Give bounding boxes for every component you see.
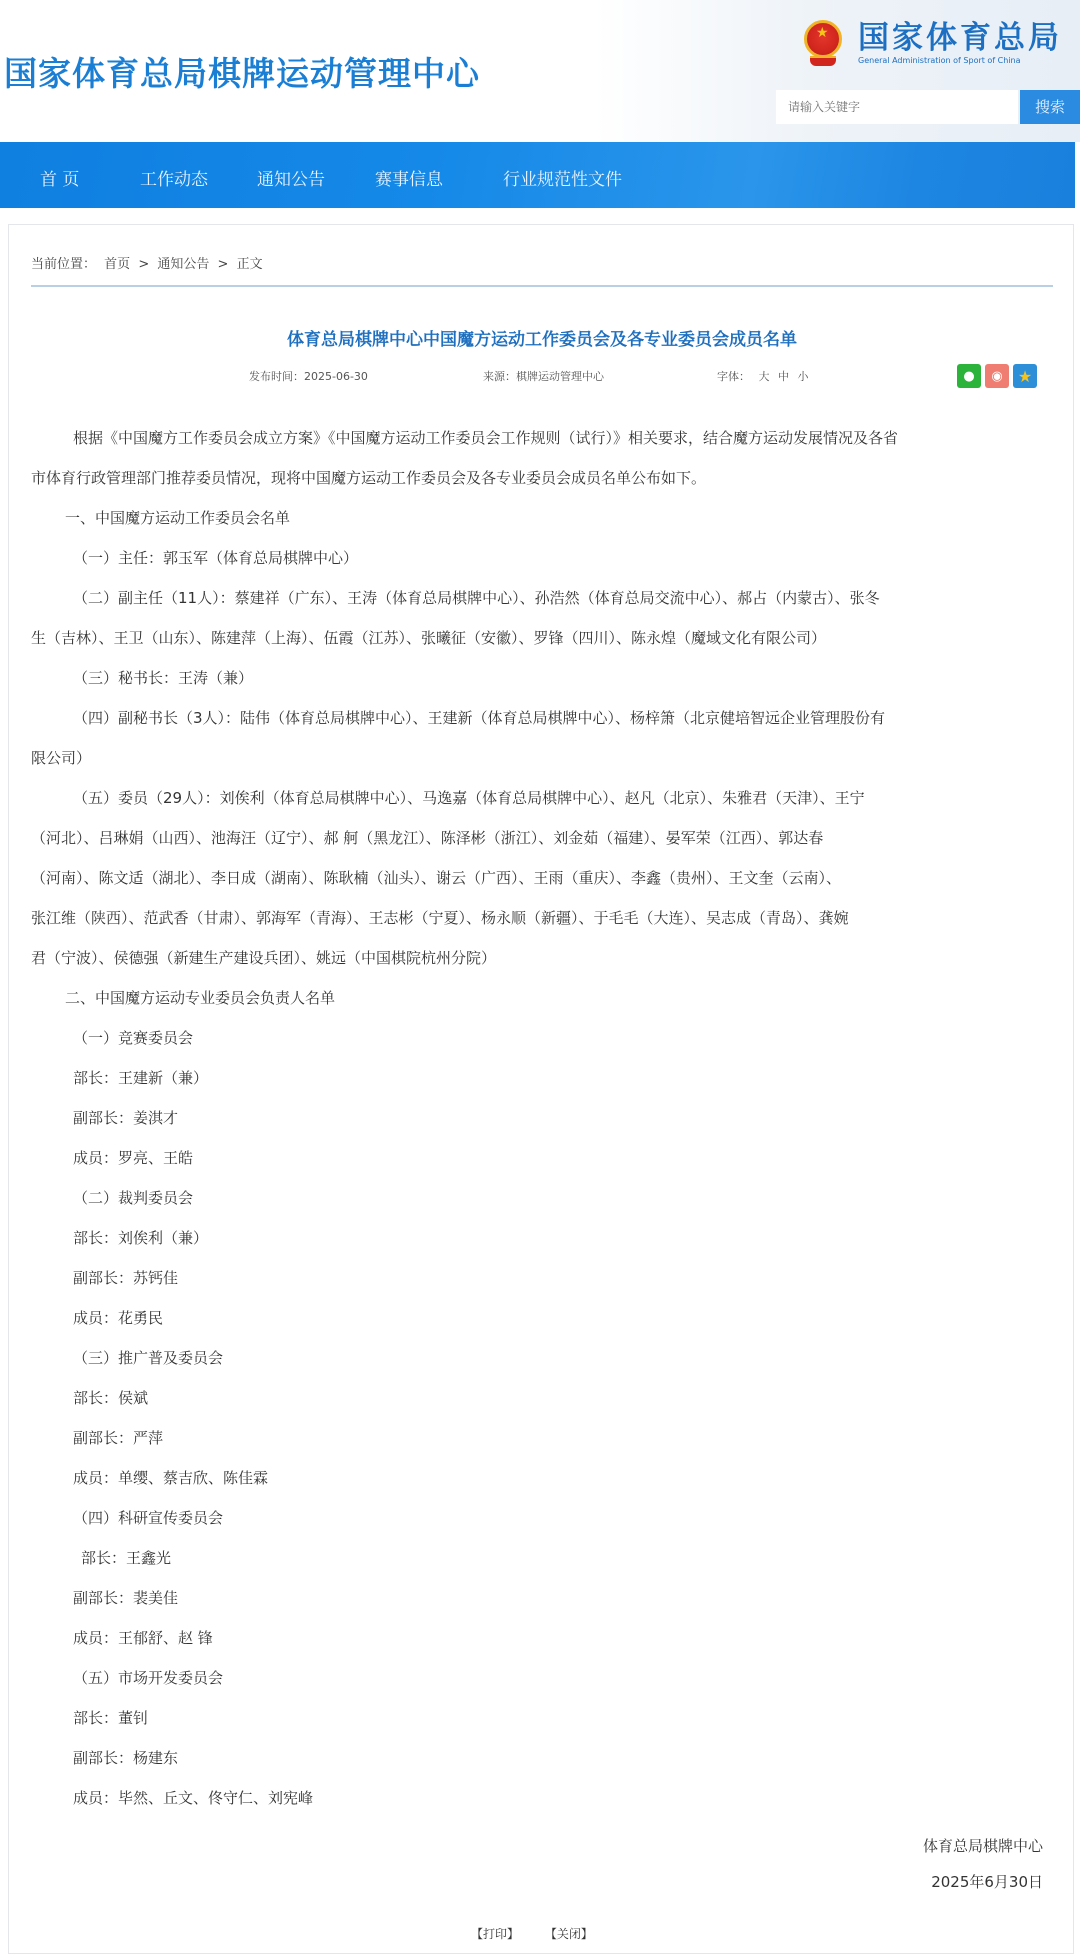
breadcrumb-prefix: 当前位置： [31, 257, 97, 272]
source-label: 来源： [483, 370, 516, 383]
committee-members: 成员：罗亮、王皓 [73, 1149, 194, 1167]
favorite-star-icon: ★ [1017, 366, 1033, 386]
committee-head: 部长：王鑫光 [81, 1549, 172, 1567]
national-emblem-icon: ★ [800, 18, 846, 68]
article-container [8, 224, 1074, 1954]
members-line: （五）委员（29人）：刘俟利（体育总局棋牌中心）、马逸嘉（体育总局棋牌中心）、赵凡（北京）、朱雅君（天津）、王宁 [73, 789, 865, 807]
committee-name: （四）科研宣传委员会 [73, 1509, 224, 1527]
members-line: 君（宁波）、侯德强（新建生产建设兵团）、姚远（中国棋院杭州分院） [31, 949, 497, 967]
committee-name: （二）裁判委员会 [73, 1189, 194, 1207]
font-size-selector [717, 368, 809, 384]
committee-deputy: 副部长：杨建东 [73, 1749, 179, 1767]
breadcrumb-separator: > [217, 257, 229, 272]
font-size-small[interactable]: 小 [797, 370, 809, 383]
director-line: （一）主任：郭玉军（体育总局棋牌中心） [73, 549, 359, 567]
deputy-secretary-line: 限公司） [31, 749, 92, 767]
breadcrumb-home[interactable]: 首页 [104, 257, 131, 272]
main-nav [0, 142, 1075, 208]
article-title: 体育总局棋牌中心中国魔方运动工作委员会及各专业委员会成员名单 [287, 330, 797, 350]
signature-date: 2025年6月30日 [931, 1873, 1043, 1891]
intro-line: 根据《中国魔方工作委员会成立方案》《中国魔方运动工作委员会工作规则（试行）》相关要求，结合魔方运动发展情况及各省 [73, 429, 899, 447]
section-heading: 二、中国魔方运动专业委员会负责人名单 [65, 989, 336, 1007]
committee-name: （三）推广普及委员会 [73, 1349, 224, 1367]
members-line: 张江维（陕西）、范武香（甘肃）、郭海军（青海）、王志彬（宁夏）、杨永顺（新疆）、于毛毛（大连）、吴志成（青岛）、龚婉 [31, 909, 849, 927]
committee-deputy: 副部长：姜淇才 [73, 1109, 179, 1127]
members-line: （河北）、吕琳娟（山西）、池海汪（辽宁）、郝 舸（黑龙江）、陈泽彬（浙江）、刘金茹（福建）、晏军荣（江西）、郭达春 [31, 829, 824, 847]
secretary-line: （三）秘书长：王涛（兼） [73, 669, 254, 687]
deputy-director-line: （二）副主任（11人）：蔡建祥（广东）、王涛（体育总局棋牌中心）、孙浩然（体育总局交流中心）、郝占（内蒙古）、张冬 [73, 589, 880, 607]
breadcrumb [31, 253, 267, 272]
section-heading: 一、中国魔方运动工作委员会名单 [65, 509, 291, 527]
committee-members: 成员：王郁舒、赵 锋 [73, 1629, 213, 1647]
gov-logo-cn: 国家体育总局 [858, 20, 1062, 56]
nav-item-notices[interactable]: 通知公告 [257, 170, 325, 190]
deputy-secretary-line: （四）副秘书长（3人）：陆伟（体育总局棋牌中心）、王建新（体育总局棋牌中心）、杨梓箫（北京健培智远企业管理股份有 [73, 709, 886, 727]
committee-deputy: 副部长：严萍 [73, 1429, 164, 1447]
committee-name: （五）市场开发委员会 [73, 1669, 224, 1687]
favorite-button[interactable] [1013, 364, 1037, 388]
print-button[interactable]: 【打印】 [471, 1927, 520, 1941]
close-button[interactable]: 【关闭】 [544, 1927, 593, 1941]
weibo-share-button[interactable] [985, 364, 1009, 388]
members-line: （河南）、陈文适（湖北）、李日成（湖南）、陈耿楠（汕头）、谢云（广西）、王雨（重庆）、李鑫（贵州）、王文奎（云南）、 [31, 869, 842, 887]
committee-head: 部长：王建新（兼） [73, 1069, 209, 1087]
gov-logo[interactable] [800, 18, 1062, 68]
weibo-icon: ◉ [991, 368, 1003, 384]
font-size-medium[interactable]: 中 [778, 370, 789, 383]
publish-label: 发布时间： [249, 370, 304, 383]
breadcrumb-notices[interactable]: 通知公告 [157, 257, 210, 272]
breadcrumb-divider [31, 285, 1053, 287]
article-body [31, 418, 1053, 1818]
committee-members: 成员：毕然、丘文、佟守仁、刘宪峰 [73, 1789, 314, 1807]
breadcrumb-current: 正文 [236, 257, 263, 272]
gov-logo-en: General Administration of Sport of China [858, 56, 1021, 65]
wechat-icon: ● [963, 368, 975, 384]
nav-item-work-news[interactable]: 工作动态 [140, 170, 208, 190]
committee-head: 部长：刘俟利（兼） [73, 1229, 209, 1247]
source [483, 368, 604, 384]
site-header [0, 0, 1080, 142]
committee-name: （一）竞赛委员会 [73, 1029, 194, 1047]
nav-item-home[interactable]: 首 页 [40, 170, 80, 190]
committee-members: 成员：花勇民 [73, 1309, 164, 1327]
committee-members: 成员：单缨、蔡吉欣、陈佳霖 [73, 1469, 269, 1487]
signature-org: 体育总局棋牌中心 [922, 1837, 1043, 1855]
publish-time [249, 368, 368, 384]
source-value: 棋牌运动管理中心 [516, 370, 604, 383]
nav-item-regulations[interactable]: 行业规范性文件 [503, 170, 622, 190]
font-size-large[interactable]: 大 [758, 370, 770, 383]
wechat-share-button[interactable] [957, 364, 981, 388]
search-button[interactable]: 搜索 [1020, 90, 1080, 124]
site-title[interactable]: 国家体育总局棋牌运动管理中心 [4, 54, 480, 93]
committee-head: 部长：侯斌 [73, 1389, 149, 1407]
committee-deputy: 副部长：裴美佳 [73, 1589, 179, 1607]
committee-head: 部长：董钊 [73, 1709, 149, 1727]
intro-line: 市体育行政管理部门推荐委员情况，现将中国魔方运动工作委员会及各专业委员会成员名单公布如下。 [31, 469, 707, 487]
breadcrumb-separator: > [138, 257, 150, 272]
committee-deputy: 副部长：苏钙佳 [73, 1269, 179, 1287]
search-input[interactable] [776, 90, 1018, 124]
deputy-director-line: 生（吉林）、王卫（山东）、陈建萍（上海）、伍霞（江苏）、张曦征（安徽）、罗锋（四川）、陈永煌（魔域文化有限公司） [31, 629, 827, 647]
font-label: 字体： [717, 370, 750, 383]
article-actions [471, 1925, 615, 1942]
nav-item-events[interactable]: 赛事信息 [375, 170, 443, 190]
publish-date: 2025-06-30 [304, 370, 368, 383]
